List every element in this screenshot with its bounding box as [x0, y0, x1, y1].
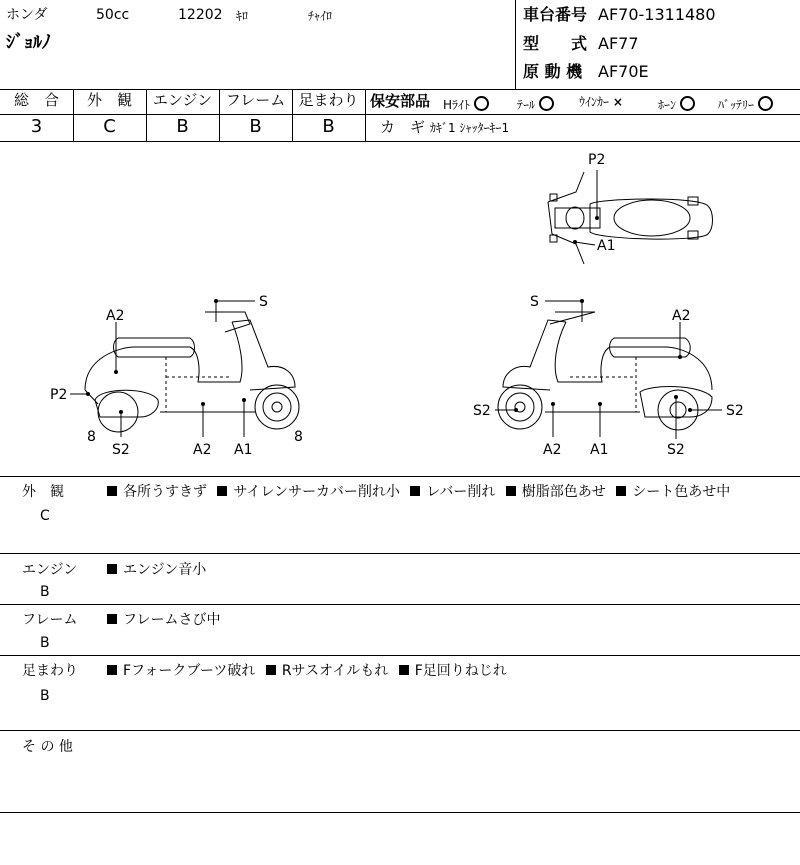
rating-header-frame: フレーム	[225, 91, 286, 109]
label-left-a2-top: A2	[106, 308, 125, 324]
bullet-square-icon	[399, 665, 409, 675]
rule	[0, 655, 800, 656]
header-divider	[515, 0, 516, 89]
rating-value-overall: 3	[30, 116, 43, 137]
circle-mark-icon	[539, 96, 554, 111]
safety-item-name: ｳｲﾝｶｰ	[579, 95, 610, 109]
label-right-a2-bot: A2	[543, 442, 562, 458]
label-right-a1: A1	[590, 442, 609, 458]
rule	[0, 89, 800, 90]
remark-label-frame: フレーム	[22, 612, 78, 628]
rule	[0, 553, 800, 554]
label-left-8-a: 8	[87, 429, 96, 445]
label-right-a2-top: A2	[672, 308, 691, 324]
mileage: 12202	[178, 7, 223, 23]
safety-item-name: ﾎｰﾝ	[658, 98, 677, 112]
rule	[0, 604, 800, 605]
type-label: 型 式	[523, 34, 588, 53]
remark-item: F足回りねじれ	[414, 663, 507, 679]
rating-value-appearance: C	[103, 116, 116, 137]
damage-point-marker	[595, 216, 599, 220]
damage-point-marker	[688, 408, 692, 412]
remark-grade-suspension: B	[40, 688, 50, 704]
safety-item-battery	[718, 96, 773, 111]
rating-header-appearance: 外 観	[86, 91, 132, 109]
rating-value-engine: B	[176, 116, 189, 137]
remark-items-engine	[107, 563, 206, 577]
remark-items-suspension	[107, 664, 507, 678]
bullet-square-icon	[107, 486, 117, 496]
label-left-s2: S2	[112, 442, 130, 458]
label-right-s2-bot: S2	[667, 442, 685, 458]
safety-item-name: ﾃｰﾙ	[517, 98, 536, 112]
remark-grade-appearance: C	[40, 508, 50, 524]
remark-label-suspension: 足まわり	[22, 663, 78, 679]
bullet-square-icon	[107, 665, 117, 675]
damage-point-marker	[598, 402, 602, 406]
rating-header-overall: 総 合	[13, 91, 59, 109]
label-top-p2: P2	[588, 152, 606, 168]
rule	[0, 476, 800, 477]
safety-item-name: ﾊﾞｯﾃﾘｰ	[718, 98, 755, 112]
rule	[0, 114, 365, 115]
label-left-a2-bot: A2	[193, 442, 212, 458]
maker: ホンダ	[6, 7, 48, 23]
remark-item: サイレンサーカバー削れ小	[233, 484, 400, 500]
label-left-8-b: 8	[294, 429, 303, 445]
remark-items-appearance	[107, 485, 730, 499]
engine-label: 原 動 機	[523, 62, 583, 81]
rule	[0, 730, 800, 731]
frame-no-label: 車台番号	[523, 5, 588, 24]
engine: AF70E	[598, 62, 649, 81]
bullet-square-icon	[266, 665, 276, 675]
damage-point-marker	[214, 299, 218, 303]
mileage-unit: ｷﾛ	[236, 9, 249, 23]
rating-value-suspension: B	[322, 116, 335, 137]
remark-item: レバー削れ	[426, 484, 496, 500]
damage-point-marker	[514, 408, 518, 412]
safety-item-horn	[658, 96, 695, 111]
rating-header-engine: エンジン	[152, 91, 213, 109]
circle-mark-icon	[680, 96, 695, 111]
bullet-square-icon	[616, 486, 626, 496]
label-left-a1: A1	[234, 442, 253, 458]
circle-mark-icon	[474, 96, 489, 111]
remark-item: フレームさび中	[123, 612, 221, 628]
safety-item-tail	[517, 96, 554, 111]
remark-grade-frame: B	[40, 635, 50, 651]
bullet-square-icon	[107, 564, 117, 574]
safety-label: 保安部品	[370, 92, 431, 110]
remark-grade-engine: B	[40, 584, 50, 600]
damage-point-marker	[678, 355, 682, 359]
safety-item-headlight	[443, 96, 489, 111]
key-value: ｶｷﾞ1 ｼｬｯﾀｰｷｰ1	[430, 121, 510, 135]
col-divider	[365, 89, 366, 141]
displacement: 50cc	[96, 7, 130, 23]
bullet-square-icon	[107, 614, 117, 624]
damage-point-marker	[580, 299, 584, 303]
type: AF77	[598, 34, 639, 53]
remark-items-frame	[107, 613, 220, 627]
cross-mark-icon: ×	[612, 95, 623, 109]
damage-point-marker	[242, 398, 246, 402]
remark-item: エンジン音小	[123, 562, 207, 578]
label-right-s2-right: S2	[726, 403, 744, 419]
damage-point-marker	[201, 402, 205, 406]
damage-point-marker	[674, 395, 678, 399]
remark-item: Rサスオイルもれ	[281, 663, 389, 679]
damage-point-marker	[551, 402, 555, 406]
key-label: カ ギ	[380, 118, 426, 136]
model-name: ｼﾞｮﾙﾉ	[6, 32, 51, 53]
damage-diagram	[0, 142, 800, 476]
frame-no: AF70-1311480	[598, 5, 716, 24]
label-left-p2: P2	[50, 387, 68, 403]
remark-item: 各所うすきず	[123, 484, 207, 500]
remark-label-engine: エンジン	[22, 562, 78, 578]
damage-point-marker	[86, 392, 90, 396]
label-left-s: S	[259, 294, 268, 310]
label-right-s2-left: S2	[473, 403, 491, 419]
rule	[0, 812, 800, 813]
circle-mark-icon	[758, 96, 773, 111]
bullet-square-icon	[506, 486, 516, 496]
rule	[365, 114, 800, 115]
bullet-square-icon	[217, 486, 227, 496]
scooter-top-view	[548, 172, 713, 264]
label-right-s: S	[530, 294, 539, 310]
safety-item-name: Hﾗｲﾄ	[443, 98, 471, 112]
remark-label-other: そ の 他	[22, 739, 73, 755]
rating-value-frame: B	[249, 116, 262, 137]
remark-label-appearance: 外 観	[22, 484, 64, 500]
color: ﾁｬｲﾛ	[308, 9, 333, 23]
safety-item-winker	[579, 96, 623, 108]
label-top-a1: A1	[597, 238, 616, 254]
damage-point-marker	[119, 410, 123, 414]
remark-item: シート色あせ中	[632, 484, 731, 500]
leader-lines	[70, 170, 722, 439]
rating-header-suspension: 足まわり	[298, 91, 359, 109]
damage-point-marker	[573, 240, 577, 244]
damage-point-marker	[114, 370, 118, 374]
remark-item: 樹脂部色あせ	[521, 484, 606, 500]
bullet-square-icon	[410, 486, 420, 496]
remark-item: Fフォークブーツ破れ	[123, 663, 256, 679]
